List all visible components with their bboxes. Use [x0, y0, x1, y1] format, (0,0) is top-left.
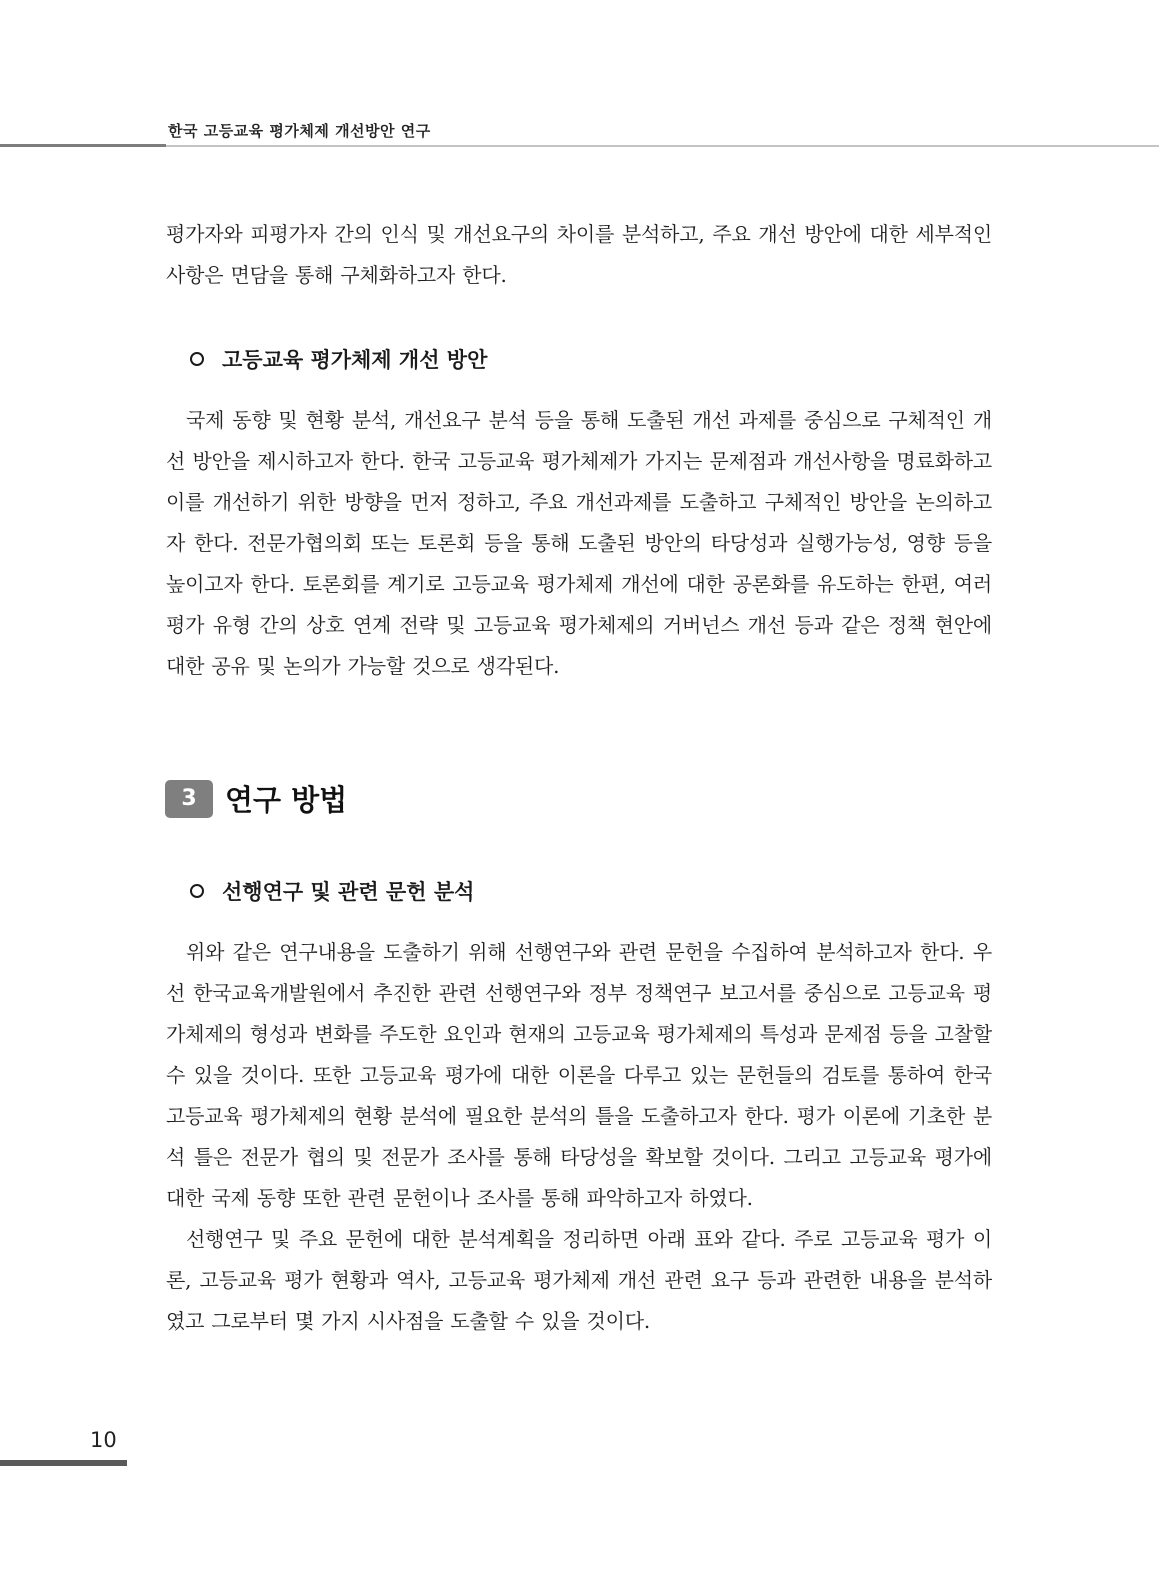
improvement-paragraph: 국제 동향 및 현황 분석, 개선요구 분석 등을 통해 도출된 개선 과제를 중심으로 구체적인 개선 방안을 제시하고자 한다. 한국 고등교육 평가체제가 가지는 문제점과 개선사항을 명료화하고 이를 개선하기 위한 방향을 먼저 정하고, 주요 개선과제를 도출하고 구체적인 방안을 논의하고자 한다. 전문가협의회 또는 토론회 등을 통해 도출된 방안의 타당성과 실행가능성, 영향 등을 높이고자 한다. 토론회를 계기로 고등교육 평가체제 개선에 대한 공론화를 유도하는 한편, 여러 평가 유형 간의 상호 연계 전략 및 고등교육 평가체제의 거버넌스 개선 등과 같은 정책 현안에 대한 공유 및 논의가 가능할 것으로 생각된다. [166, 408, 992, 678]
section-heading [165, 778, 347, 819]
subsection-title: 선행연구 및 관련 문헌 분석 [222, 880, 475, 904]
intro-paragraph: 평가자와 피평가자 간의 인식 및 개선요구의 차이를 분석하고, 주요 개선 방안에 대한 세부적인 사항은 면담을 통해 구체화하고자 한다. [166, 222, 992, 287]
bullet-circle-icon [190, 884, 204, 898]
literature-paragraph-1: 위와 같은 연구내용을 도출하기 위해 선행연구와 관련 문헌을 수집하여 분석하고자 한다. 우선 한국교육개발원에서 추진한 관련 선행연구와 정부 정책연구 보고서를 중심으로 고등교육 평가체제의 형성과 변화를 주도한 요인과 현재의 고등교육 평가체제의 특성과 문제점 등을 고찰할 수 있을 것이다. 또한 고등교육 평가에 대한 이론을 다루고 있는 문헌들의 검토를 통하여 한국 고등교육 평가체제의 현황 분석에 필요한 분석의 틀을 도출하고자 한다. 평가 이론에 기초한 분석 틀은 전문가 협의 및 전문가 조사를 통해 타당성을 확보할 것이다. 그리고 고등교육 평가에 대한 국제 동향 또한 관련 문헌이나 조사를 통해 파악하고자 하였다. [166, 940, 992, 1210]
running-title: 한국 고등교육 평가체제 개선방안 연구 [168, 122, 431, 140]
subsection-title: 고등교육 평가체제 개선 방안 [222, 348, 488, 372]
subsection-heading-literature [190, 876, 474, 906]
page-number: 10 [90, 1428, 117, 1452]
footer-rule [0, 1460, 127, 1466]
section-number-badge: 3 [165, 780, 213, 818]
header-rule-accent [0, 144, 166, 147]
bullet-circle-icon [190, 352, 204, 366]
subsection-heading-improvement [190, 344, 487, 374]
section-title: 연구 방법 [225, 783, 348, 817]
header-rule [166, 145, 1159, 147]
literature-paragraph-2: 선행연구 및 주요 문헌에 대한 분석계획을 정리하면 아래 표와 같다. 주로 고등교육 평가 이론, 고등교육 평가 현황과 역사, 고등교육 평가체제 개선 관련 요구 등과 관련한 내용을 분석하였고 그로부터 몇 가지 시사점을 도출할 수 있을 것이다. [166, 1227, 992, 1333]
